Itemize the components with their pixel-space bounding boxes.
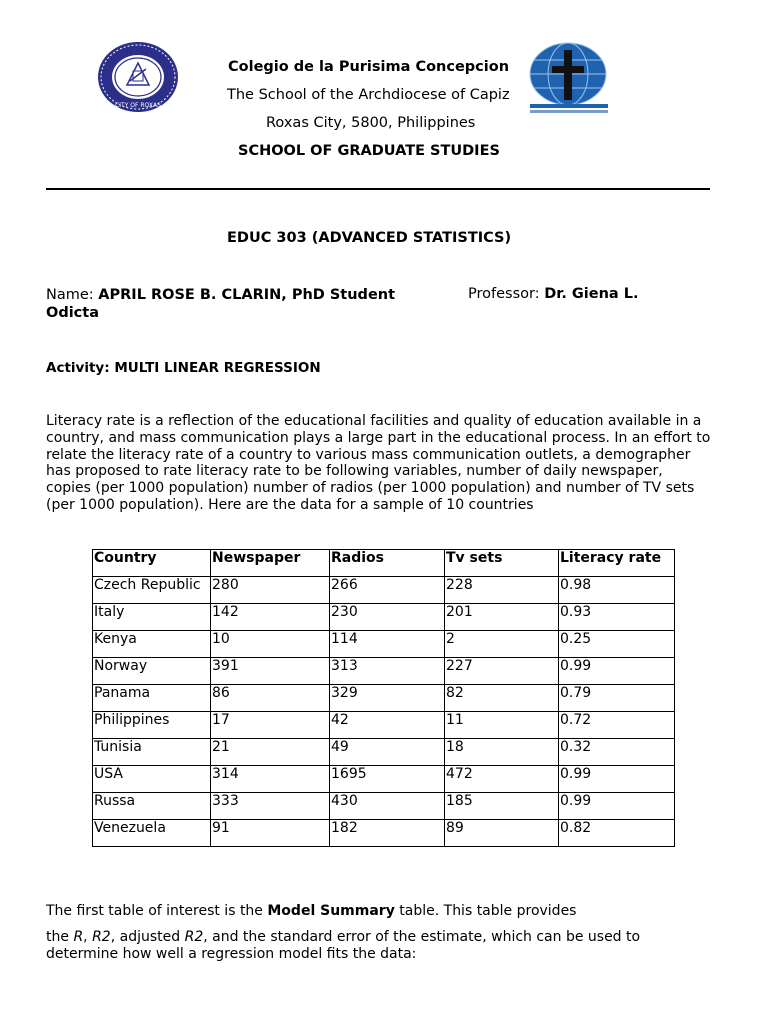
cell-country: Kenya (93, 631, 211, 658)
cell-literacy-rate: 0.72 (559, 712, 675, 739)
cell-country: Czech Republic (93, 577, 211, 604)
cell-literacy-rate: 0.32 (559, 739, 675, 766)
header-radios: Radios (330, 550, 445, 577)
header-country: Country (93, 550, 211, 577)
professor-line (468, 286, 639, 302)
summary-line-1 (46, 903, 711, 919)
professor-first-name: Dr. Giena L. (544, 286, 639, 302)
cell-literacy-rate: 0.93 (559, 604, 675, 631)
intro-paragraph: Literacy rate is a reflection of the educational facilities and quality of education available in a country, and mass communication plays a large part in the educational process. In an effort to relate the literacy rate of a country to various mass communication outlets, a demographer has proposed to rate literacy rate to be following variables, number of daily newspaper, copies (per 1000 population) number of radios (per 1000 population) and number of TV sets (per 1000 population). Here are the data for a sample of 10 countries (46, 413, 711, 513)
seal-text: CITY OF ROXAS (115, 102, 161, 109)
professor-last-name: Odicta (46, 305, 99, 321)
table-row (93, 793, 675, 820)
summary-text: The first table of interest is the (46, 903, 268, 919)
cell-radios: 49 (330, 739, 445, 766)
summary-text: , and the standard error of the estimate, which can be used to determine how well a regression model fits the data: (46, 929, 641, 962)
cell-literacy-rate: 0.99 (559, 658, 675, 685)
cell-tv-sets: 11 (445, 712, 559, 739)
model-summary-term: Model Summary (267, 903, 395, 919)
cell-country: Norway (93, 658, 211, 685)
table-row (93, 739, 675, 766)
cell-tv-sets: 89 (445, 820, 559, 847)
school-address: Roxas City, 5800, Philippines (266, 115, 476, 131)
summary-text: table. This table provides (394, 903, 577, 919)
table-row (93, 820, 675, 847)
cell-newspaper: 142 (211, 604, 330, 631)
cell-country: Philippines (93, 712, 211, 739)
table-row (93, 658, 675, 685)
cell-radios: 266 (330, 577, 445, 604)
school-name: Colegio de la Purisima Concepcion (228, 59, 510, 75)
school-subtitle: The School of the Archdiocese of Capiz (227, 87, 510, 103)
cell-newspaper: 86 (211, 685, 330, 712)
cell-radios: 230 (330, 604, 445, 631)
cell-radios: 42 (330, 712, 445, 739)
cell-literacy-rate: 0.99 (559, 793, 675, 820)
table-row (93, 685, 675, 712)
header-newspaper: Newspaper (211, 550, 330, 577)
cell-literacy-rate: 0.79 (559, 685, 675, 712)
school-seal-logo (97, 41, 179, 113)
cell-newspaper: 314 (211, 766, 330, 793)
course-title: EDUC 303 (ADVANCED STATISTICS) (227, 230, 512, 246)
cell-radios: 313 (330, 658, 445, 685)
cell-tv-sets: 2 (445, 631, 559, 658)
cell-country: Tunisia (93, 739, 211, 766)
cell-newspaper: 280 (211, 577, 330, 604)
cell-tv-sets: 472 (445, 766, 559, 793)
cell-newspaper: 21 (211, 739, 330, 766)
cell-radios: 1695 (330, 766, 445, 793)
department-title: SCHOOL OF GRADUATE STUDIES (238, 143, 500, 159)
intro-paragraph-block (46, 413, 711, 514)
cell-literacy-rate: 0.25 (559, 631, 675, 658)
cell-country: Panama (93, 685, 211, 712)
table-row (93, 766, 675, 793)
cell-country: Venezuela (93, 820, 211, 847)
cell-newspaper: 91 (211, 820, 330, 847)
table-row (93, 631, 675, 658)
cell-country: Italy (93, 604, 211, 631)
cell-newspaper: 333 (211, 793, 330, 820)
header-tv-sets: Tv sets (445, 550, 559, 577)
cell-radios: 329 (330, 685, 445, 712)
activity-title: MULTI LINEAR REGRESSION (114, 360, 321, 376)
table-header-row (93, 550, 675, 577)
data-table (92, 549, 675, 847)
cell-tv-sets: 228 (445, 577, 559, 604)
cell-newspaper: 391 (211, 658, 330, 685)
table-row (93, 712, 675, 739)
cell-radios: 430 (330, 793, 445, 820)
cell-tv-sets: 201 (445, 604, 559, 631)
header-literacy-rate: Literacy rate (559, 550, 675, 577)
globe-cross-logo (528, 42, 610, 116)
table-row (93, 577, 675, 604)
cell-radios: 114 (330, 631, 445, 658)
cell-tv-sets: 227 (445, 658, 559, 685)
professor-label: Professor: (468, 286, 540, 302)
cell-literacy-rate: 0.82 (559, 820, 675, 847)
cell-newspaper: 17 (211, 712, 330, 739)
cell-radios: 182 (330, 820, 445, 847)
summary-line-2: the R, R2, adjusted R2, and the standard error of the estimate, which can be used to determine how well a regression model fits the data: (46, 929, 641, 962)
r-term: R (73, 929, 84, 945)
name-label: Name: (46, 287, 94, 303)
cell-literacy-rate: 0.98 (559, 577, 675, 604)
activity-line (46, 360, 321, 376)
cell-country: Russa (93, 793, 211, 820)
cell-tv-sets: 18 (445, 739, 559, 766)
cell-tv-sets: 185 (445, 793, 559, 820)
student-name: APRIL ROSE B. CLARIN, PhD Student (98, 287, 396, 303)
cell-newspaper: 10 (211, 631, 330, 658)
adjusted-r2-term: R2 (184, 929, 204, 945)
header-divider (46, 188, 710, 190)
activity-label: Activity: (46, 360, 110, 376)
r2-term: R2 (92, 929, 111, 945)
cell-literacy-rate: 0.99 (559, 766, 675, 793)
table-row (93, 604, 675, 631)
cell-country: USA (93, 766, 211, 793)
cell-tv-sets: 82 (445, 685, 559, 712)
summary-text: the (46, 929, 74, 945)
